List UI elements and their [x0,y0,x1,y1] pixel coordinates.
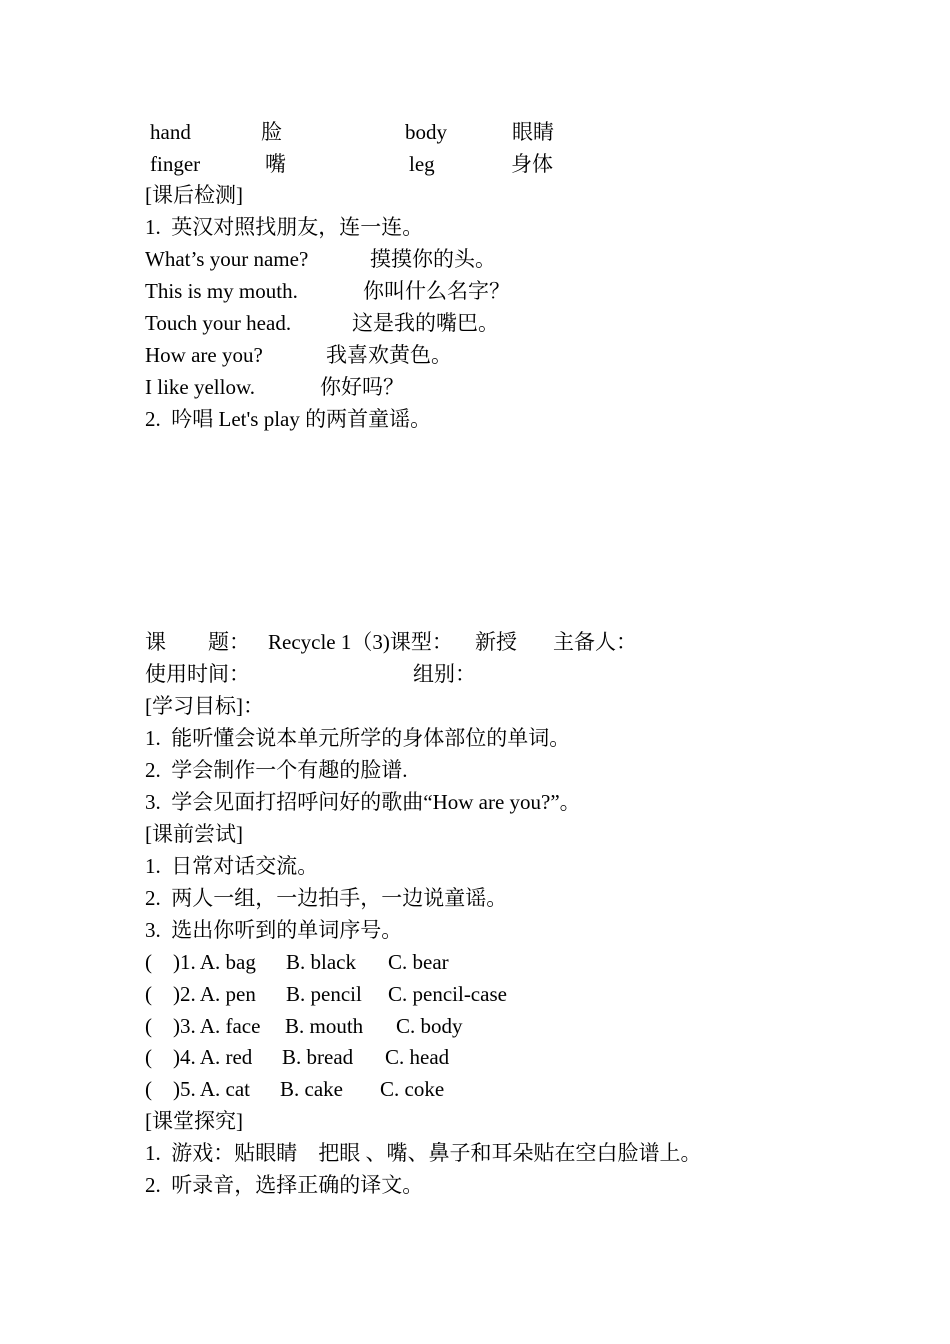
objective-item: 1. 能听懂会说本单元所学的身体部位的单词。 [145,726,571,750]
match-en: What’s your name? [145,247,309,271]
vocab-cell: body [405,120,447,144]
choice-a: ( )4. A. red [145,1045,253,1069]
topic-label: 课 题： [145,630,250,654]
choice-a: ( )2. A. pen [145,982,256,1006]
topic-value: Recycle 1（3)课型： [268,630,453,654]
vocab-cell: 脸 [261,120,282,144]
choice-c: C. pencil-case [388,982,507,1006]
choice-b: B. pencil [286,982,362,1006]
choice-c: C. bear [388,950,449,974]
section-heading: [学习目标]： [145,694,264,718]
vocab-cell: 嘴 [265,152,286,176]
vocab-cell: leg [409,152,435,176]
match-zh: 你好吗？ [320,375,404,399]
in-class-item: 1. 游戏：贴眼睛 把眼 、嘴、鼻子和耳朵贴在空白脸谱上。 [145,1141,702,1165]
lesson-type-value: 新授 [475,630,517,654]
preparer-label: 主备人： [553,630,637,654]
section-heading: [课堂探究] [145,1109,243,1133]
match-zh: 我喜欢黄色。 [326,343,452,367]
vocab-cell: hand [150,120,191,144]
choice-a: ( )3. A. face [145,1014,261,1038]
pre-class-item: 2. 两人一组，一边拍手，一边说童谣。 [145,886,508,910]
objective-item: 3. 学会见面打招呼问好的歌曲“How are you?”。 [145,790,581,814]
pre-class-item: 1. 日常对话交流。 [145,854,319,878]
question-text: 1. 英汉对照找朋友，连一连。 [145,215,424,239]
match-en: How are you? [145,343,263,367]
choice-b: B. bread [282,1045,354,1069]
group-label: 组别： [413,662,476,686]
vocab-cell: 眼睛 [512,120,554,144]
time-label: 使用时间： [145,662,250,686]
choice-a: ( )5. A. cat [145,1077,250,1101]
vocab-cell: 身体 [511,152,553,176]
choice-b: B. mouth [285,1014,364,1038]
choice-c: C. body [396,1014,463,1038]
section-heading: [课后检测] [145,183,243,207]
objective-item: 2. 学会制作一个有趣的脸谱. [145,758,408,782]
match-en: This is my mouth. [145,279,298,303]
choice-b: B. cake [280,1077,343,1101]
match-en: Touch your head. [145,311,292,335]
pre-class-item: 3. 选出你听到的单词序号。 [145,918,403,942]
match-zh: 这是我的嘴巴。 [352,311,499,335]
match-zh: 摸摸你的头。 [370,247,496,271]
in-class-item: 2. 听录音，选择正确的译文。 [145,1173,424,1197]
vocab-cell: finger [150,152,201,176]
question-text: 2. 吟唱 Let's play 的两首童谣。 [145,407,432,431]
match-zh: 你叫什么名字？ [363,279,510,303]
match-en: I like yellow. [145,375,256,399]
choice-c: C. coke [380,1077,445,1101]
choice-c: C. head [385,1045,450,1069]
choice-b: B. black [286,950,356,974]
section-heading: [课前尝试] [145,822,243,846]
choice-a: ( )1. A. bag [145,950,256,974]
